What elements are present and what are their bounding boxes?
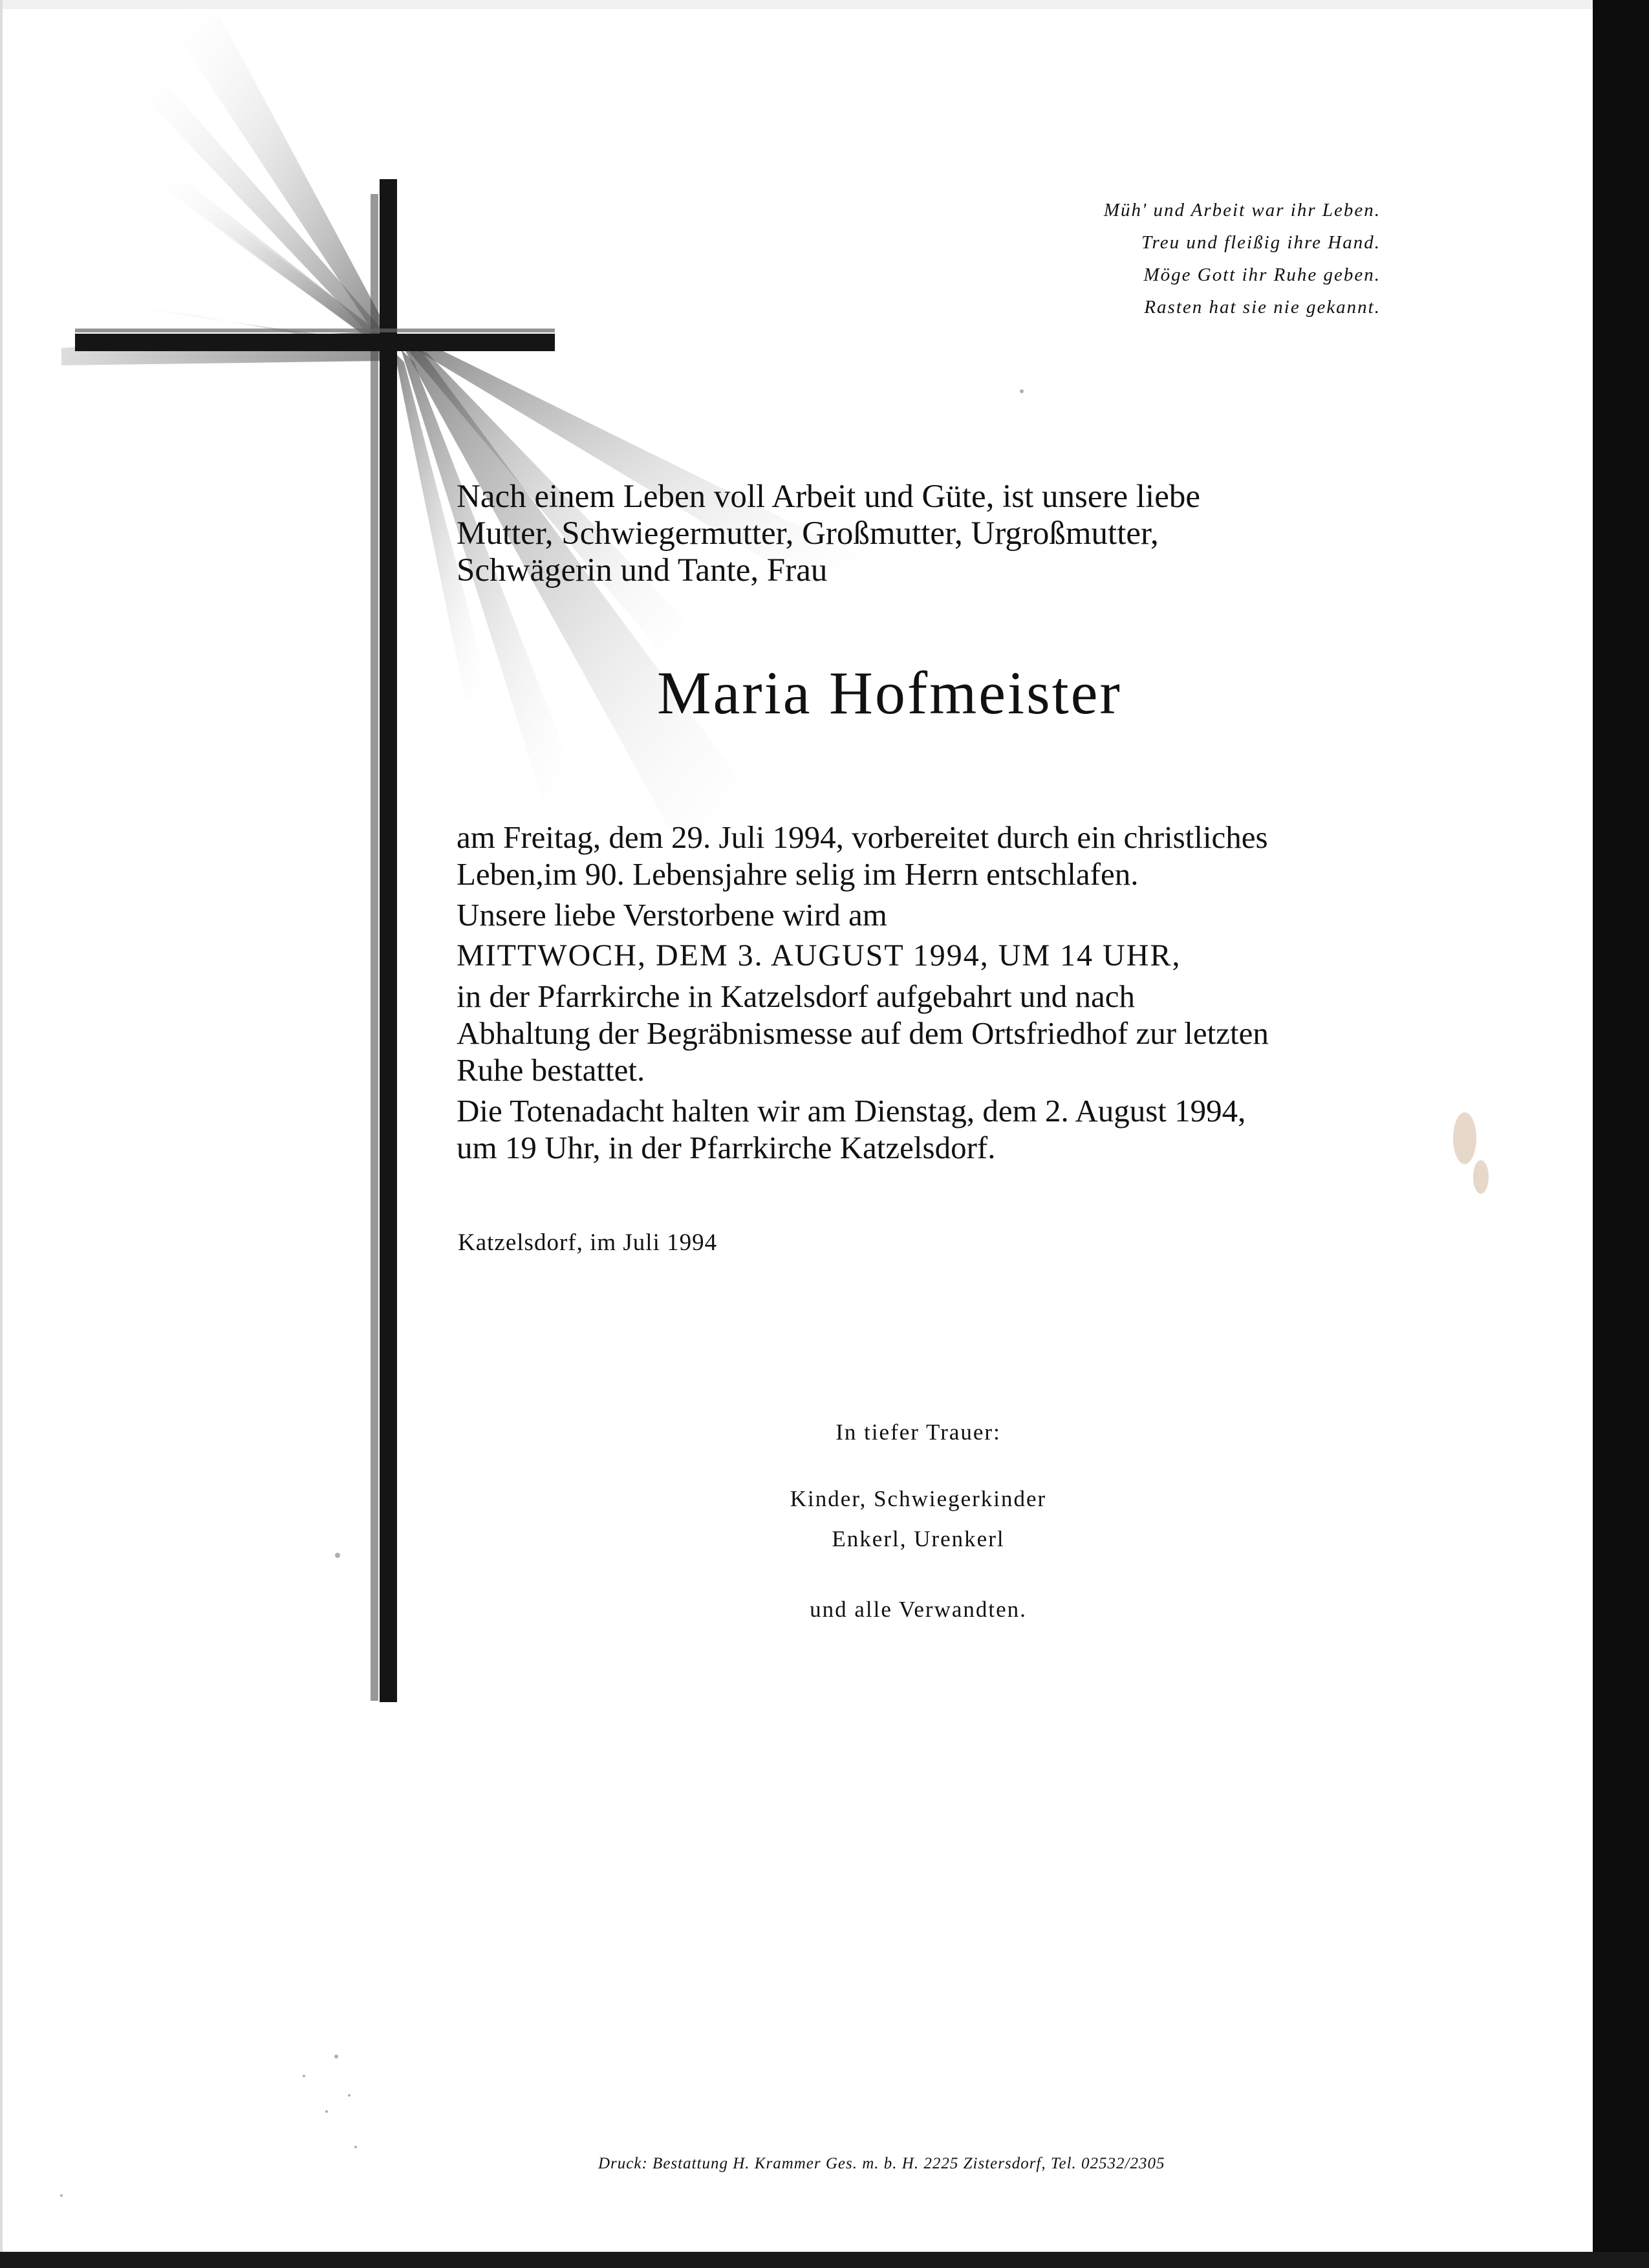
scan-edge-right [1593, 0, 1649, 2268]
funeral-line: Abhaltung der Begräbnismesse auf dem Ortsfriedhof zur letzten [457, 1015, 1269, 1051]
printer-credit: Druck: Bestattung H. Krammer Ges. m. b. H. 2225 Zistersdorf, Tel. 02532/2305 [598, 2155, 1165, 2172]
intro-line: Mutter, Schwiegermutter, Großmutter, Urgroßmutter, [457, 515, 1159, 552]
deceased-name: Maria Hofmeister [657, 660, 1122, 727]
death-line: Leben,im 90. Lebensjahre selig im Herrn entschlafen. [457, 856, 1139, 892]
mourners-closing: und alle Verwandten. [810, 1597, 1027, 1622]
mourners-line: Enkerl, Urenkerl [832, 1526, 1005, 1551]
mourners-heading: In tiefer Trauer: [835, 1420, 1001, 1445]
intro-line: Nach einem Leben voll Arbeit und Güte, ist unsere liebe [457, 479, 1200, 515]
death-line: am Freitag, dem 29. Juli 1994, vorbereitet durch ein christliches [457, 819, 1268, 855]
motto-line: Müh' und Arbeit war ihr Leben. [1103, 200, 1381, 221]
mourners-line: Kinder, Schwiegerkinder [790, 1486, 1047, 1511]
scan-edge-bottom [0, 2252, 1649, 2268]
funeral-date: MITTWOCH, DEM 3. AUGUST 1994, UM 14 UHR, [457, 938, 1181, 973]
intro-line: Schwägerin und Tante, Frau [457, 552, 828, 589]
vigil-line: Die Totenadacht halten wir am Dienstag, dem 2. August 1994, [457, 1093, 1246, 1129]
motto-line: Möge Gott ihr Ruhe geben. [1143, 265, 1381, 285]
funeral-line: in der Pfarrkirche in Katzelsdorf aufgebahrt und nach [457, 978, 1135, 1014]
motto-line: Treu und fleißig ihre Hand. [1141, 232, 1381, 253]
motto-line: Rasten hat sie nie gekannt. [1144, 297, 1381, 318]
stain-mark [1453, 1112, 1489, 1194]
vigil-line: um 19 Uhr, in der Pfarrkirche Katzelsdorf. [457, 1130, 996, 1165]
funeral-line: Ruhe bestattet. [457, 1052, 645, 1088]
place-date: Katzelsdorf, im Juli 1994 [458, 1229, 718, 1256]
funeral-intro: Unsere liebe Verstorbene wird am [457, 897, 887, 933]
